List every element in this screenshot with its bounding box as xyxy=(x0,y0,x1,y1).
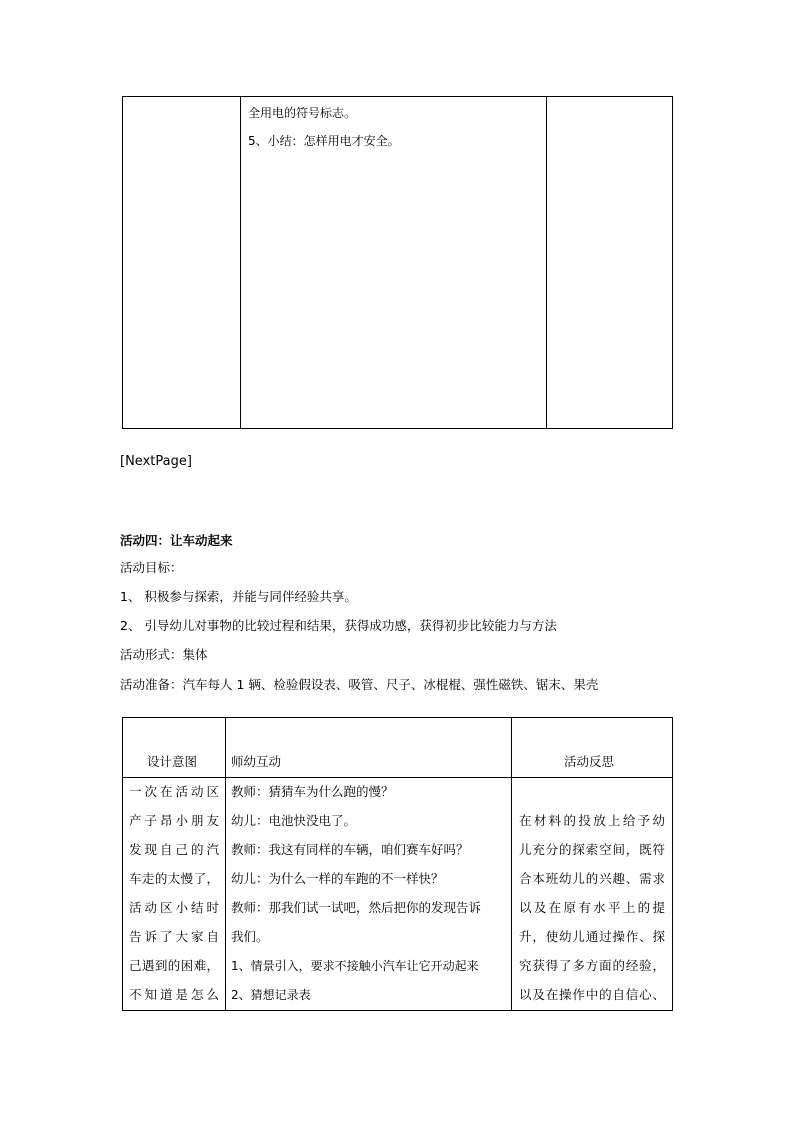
design-intent-line: 己遇到的困难， xyxy=(129,958,219,973)
interaction-line: 教师：我这有同样的车辆，咱们赛车好吗？ xyxy=(231,842,469,857)
reflection-line: 儿充分的探索空间，既符 xyxy=(519,842,665,857)
header-row-divider xyxy=(123,777,672,778)
reflection-line: 升，使幼儿通过操作、探 xyxy=(519,929,665,944)
header-design-intent: 设计意图 xyxy=(147,754,198,769)
reflection-line: 以及在原有水平上的提 xyxy=(519,900,665,915)
column-divider xyxy=(511,718,512,1010)
top-table xyxy=(122,96,673,429)
interaction-line: 幼儿：为什么一样的车跑的不一样快？ xyxy=(231,871,444,886)
interaction-line: 教师：那我们试一试吧，然后把你的发现告诉 xyxy=(231,900,482,915)
activity-title: 活动四：让车动起来 xyxy=(120,533,233,548)
design-intent-line: 发现自己的汽 xyxy=(129,842,219,857)
activity-prep: 活动准备：汽车每人 1 辆、检验假设表、吸管、尺子、冰棍棍、强性磁铁、锯末、果壳 xyxy=(120,677,599,692)
goals-label: 活动目标： xyxy=(120,560,183,575)
column-divider xyxy=(546,97,547,428)
design-intent-line: 车走的太慢了， xyxy=(129,871,219,886)
interaction-line: 我们。 xyxy=(231,929,269,944)
reflection-line: 合本班幼儿的兴趣、需求 xyxy=(519,871,665,886)
reflection-line: 以及在操作中的自信心、 xyxy=(519,987,665,1002)
design-intent-line: 产子昂小朋友 xyxy=(129,813,219,828)
reflection-line: 在材料的投放上给予幼 xyxy=(519,813,665,828)
cell-text: 全用电的符号标志。 xyxy=(248,106,357,120)
column-divider xyxy=(225,718,226,1010)
activity-table xyxy=(122,717,673,1011)
design-intent-line: 一次在活动区 xyxy=(129,784,219,799)
interaction-line: 教师：猜猜车为什么跑的慢？ xyxy=(231,784,394,799)
column-divider xyxy=(240,97,241,428)
goal-item: 1、 积极参与探索，并能与同伴经验共享。 xyxy=(120,589,357,604)
interaction-line: 幼儿：电池快没电了。 xyxy=(231,813,357,828)
reflection-line: 究获得了多方面的经验， xyxy=(519,958,665,973)
interaction-line: 1、情景引入，要求不接触小汽车让它开动起来 xyxy=(231,959,479,973)
interaction-line: 2、猜想记录表 xyxy=(231,988,311,1002)
cell-text: 5、小结：怎样用电才安全。 xyxy=(248,134,400,148)
design-intent-line: 活动区小结时 xyxy=(129,900,219,915)
design-intent-line: 告诉了大家自 xyxy=(129,929,219,944)
header-reflection: 活动反思 xyxy=(564,754,615,769)
goal-item: 2、 引导幼儿对事物的比较过程和结果，获得成功感，获得初步比较能力与方法 xyxy=(120,618,557,633)
next-page-marker: [NextPage] xyxy=(120,454,192,469)
activity-form: 活动形式：集体 xyxy=(120,647,208,662)
header-interaction: 师幼互动 xyxy=(231,754,282,769)
design-intent-line: 不知道是怎么 xyxy=(129,987,219,1002)
